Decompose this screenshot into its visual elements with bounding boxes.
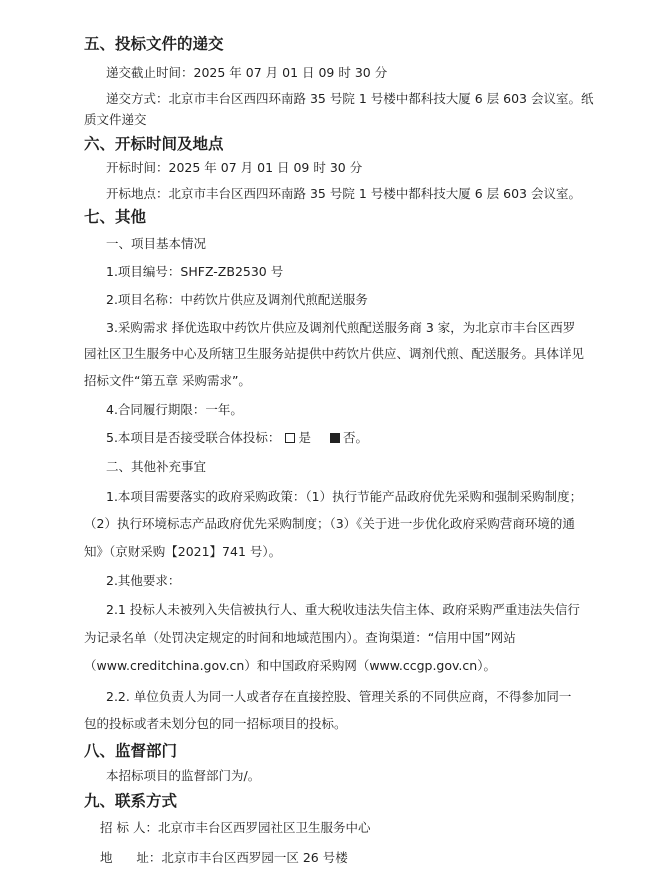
tenderer-line	[100, 820, 370, 836]
consortium-no-label: 否。	[342, 430, 368, 445]
req-2-1-line-1: 2.1 投标人未被列入失信被执行人、重大税收违法失信主体、政府采购严重违法失信行	[106, 602, 580, 617]
consortium-yes-label: 是	[298, 430, 311, 445]
req-2-2-line-2: 包的投标或者未划分包的同一招标项目的投标。	[84, 716, 347, 731]
project-name: 2.项目名称：中药饮片供应及调剂代煎配送服务	[106, 292, 368, 307]
req-2-2-line-1: 2.2. 单位负责人为同一人或者存在直接控股、管理关系的不同供应商，不得参加同一	[106, 689, 572, 704]
consortium-label: 5.本项目是否接受联合体投标：	[106, 430, 281, 445]
section-8-heading: 八、监督部门	[84, 742, 178, 760]
req-2-1-line-3: （www.creditchina.gov.cn）和中国政府采购网（www.ccgp.gov.cn）。	[84, 658, 496, 673]
opening-time: 开标时间：2025 年 07 月 01 日 09 时 30 分	[106, 160, 363, 175]
address-label: 地 址：	[100, 850, 162, 865]
checkbox-no-filled	[330, 433, 340, 443]
contract-period: 4.合同履行期限：一年。	[106, 402, 243, 417]
opening-place: 开标地点：北京市丰台区西四环南路 35 号院 1 号楼中都科技大厦 6 层 603 会议室。	[106, 186, 581, 201]
checkbox-yes-empty	[285, 433, 295, 443]
procurement-need-line-2: 园社区卫生服务中心及所辖卫生服务站提供中药饮片供应、调剂代煎、配送服务。具体详见	[84, 346, 585, 361]
subsection-basic-info: 一、项目基本情况	[106, 236, 207, 251]
tenderer-value: 北京市丰台区西罗园社区卫生服务中心	[157, 820, 371, 835]
subsection-supplementary: 二、其他补充事宜	[106, 459, 207, 474]
req-2-1-line-2: 为记录名单（处罚决定规定的时间和地域范围内）。查询渠道：“信用中国”网站	[84, 630, 516, 645]
procurement-need-line-1: 3.采购需求 择优选取中药饮片供应及调剂代煎配送服务商 3 家，为北京市丰台区西罗	[106, 320, 576, 335]
policy-line-3: 知》（京财采购【2021】741 号）。	[84, 544, 282, 559]
address-value: 北京市丰台区西罗园一区 26 号楼	[161, 850, 348, 865]
consortium-question	[106, 430, 368, 446]
submission-method-line-2: 质文件递交	[84, 112, 147, 127]
policy-line-2: （2）执行环境标志产品政府优先采购制度；（3）《关于进一步优化政府采购营商环境的通	[84, 516, 575, 531]
other-requirements: 2.其他要求：	[106, 573, 181, 588]
section-5-heading: 五、投标文件的递交	[84, 35, 224, 53]
submission-method-line-1: 递交方式：北京市丰台区西四环南路 35 号院 1 号楼中都科技大厦 6 层 603 会议室。纸	[106, 91, 594, 106]
tenderer-label: 招 标 人：	[100, 820, 158, 835]
section-7-heading: 七、其他	[84, 208, 147, 226]
supervision-dept: 本招标项目的监督部门为/。	[106, 768, 261, 783]
submission-deadline: 递交截止时间：2025 年 07 月 01 日 09 时 30 分	[106, 65, 388, 80]
procurement-need-line-3: 招标文件“第五章 采购需求”。	[84, 373, 251, 388]
policy-line-1: 1.本项目需要落实的政府采购政策：（1）执行节能产品政府优先采购和强制采购制度；	[106, 489, 583, 504]
address-line	[100, 850, 348, 866]
section-6-heading: 六、开标时间及地点	[84, 135, 224, 153]
project-number: 1.项目编号：SHFZ-ZB2530 号	[106, 264, 284, 279]
section-9-heading: 九、联系方式	[84, 792, 178, 810]
